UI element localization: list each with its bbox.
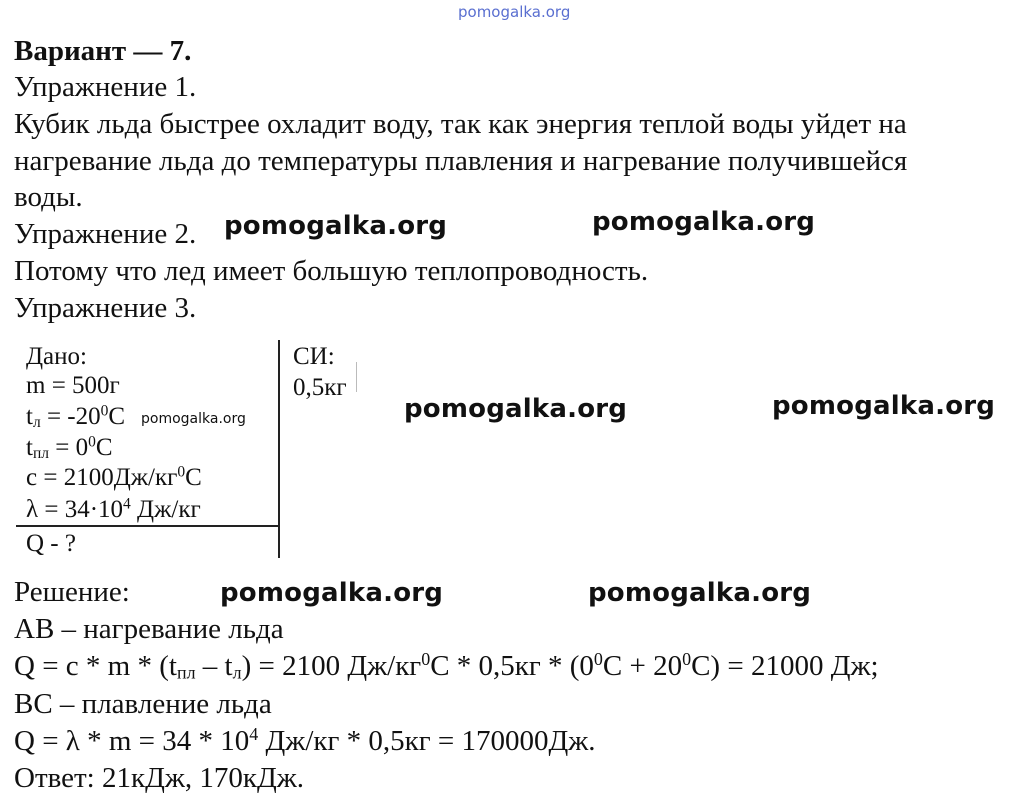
formula-heating-part: C + 20 [602,650,683,682]
given-divider-vertical [278,340,280,558]
formula-melting [14,723,596,759]
given-specific-heat-degree: 0 [177,463,186,481]
watermark: pomogalka.org [224,211,448,241]
formula-melting-exponent: 4 [249,724,259,745]
given-label: Дано: [26,343,87,370]
formula-heating-part: ) = 2100 Дж/кг [241,650,422,682]
watermark: pomogalka.org [772,391,996,421]
exercise-2-heading: Упражнение 2. [14,218,197,250]
watermark: pomogalka.org [592,207,816,237]
given-melting-temperature-symbol: t [26,434,33,461]
formula-melting-part: Q = λ * m = 34 * 10 [14,725,250,757]
exercise-1-text-line-3: воды. [14,181,83,213]
given-mass: m = 500г [26,372,120,399]
given-melting-temperature-unit: C [95,434,113,461]
given-latent-heat-exponent: 4 [123,495,131,513]
exercise-1-text-line-2: нагревание льда до температуры плавления и нагревание получившейся [14,145,908,177]
watermark: pomogalka.org [588,578,812,608]
si-mass-value: 0,5кг [293,374,347,401]
exercise-2-text: Потому что лед имеет большую теплопроводность. [14,255,649,287]
given-melting-temperature-degree: 0 [88,433,96,451]
formula-heating-degree: 0 [421,649,431,670]
given-melting-temperature-value: = 0 [48,434,89,461]
watermark: pomogalka.org [220,578,444,608]
top-watermark: pomogalka.org [458,3,571,21]
watermark: pomogalka.org [404,394,628,424]
step-ab-text: AB – нагревание льда [14,613,284,645]
given-specific-heat [26,464,202,492]
si-label: СИ: [293,343,335,370]
formula-heating-part: C) = 21000 Дж; [691,650,879,682]
formula-heating-subscript: л [232,662,242,683]
given-melting-temperature [26,434,113,462]
watermark: pomogalka.org [141,411,246,427]
given-ice-temperature-unit: C [108,403,126,430]
step-bc-text: BC – плавление льда [14,688,272,720]
page-title: Вариант — 7. [14,35,192,67]
exercise-3-heading: Упражнение 3. [14,292,197,324]
answer-text: Ответ: 21кДж, 170кДж. [14,762,305,794]
given-latent-heat-unit: Дж/кг [130,496,201,523]
given-ice-temperature-subscript: л [32,414,41,432]
given-latent-heat-value: λ = 34·10 [26,496,124,523]
formula-heating-degree: 0 [593,649,603,670]
formula-heating-part: – t [195,650,233,682]
exercise-1-heading: Упражнение 1. [14,71,197,103]
formula-heating-subscript: пл [176,662,196,683]
formula-heating-degree: 0 [682,649,692,670]
given-ice-temperature-degree: 0 [100,402,109,420]
formula-heating-part: Q = c * m * (t [14,650,177,682]
si-edge [356,362,357,392]
solution-heading: Решение: [14,576,130,608]
find-quantity: Q - ? [26,530,76,557]
formula-heating [14,648,879,684]
given-ice-temperature-symbol: t [26,403,33,430]
exercise-1-text-line-1: Кубик льда быстрее охладит воду, так как энергия теплой воды уйдет на [14,108,907,140]
given-specific-heat-value: c = 2100Дж/кг [26,464,178,491]
given-latent-heat [26,496,201,524]
formula-melting-part: Дж/кг * 0,5кг = 170000Дж. [258,725,596,757]
formula-heating-part: C * 0,5кг * (0 [430,650,594,682]
given-ice-temperature [26,403,125,431]
given-specific-heat-unit: C [185,464,202,491]
given-melting-temperature-subscript: пл [32,445,49,463]
given-ice-temperature-value: = -20 [40,403,101,430]
given-divider-horizontal [16,525,278,527]
